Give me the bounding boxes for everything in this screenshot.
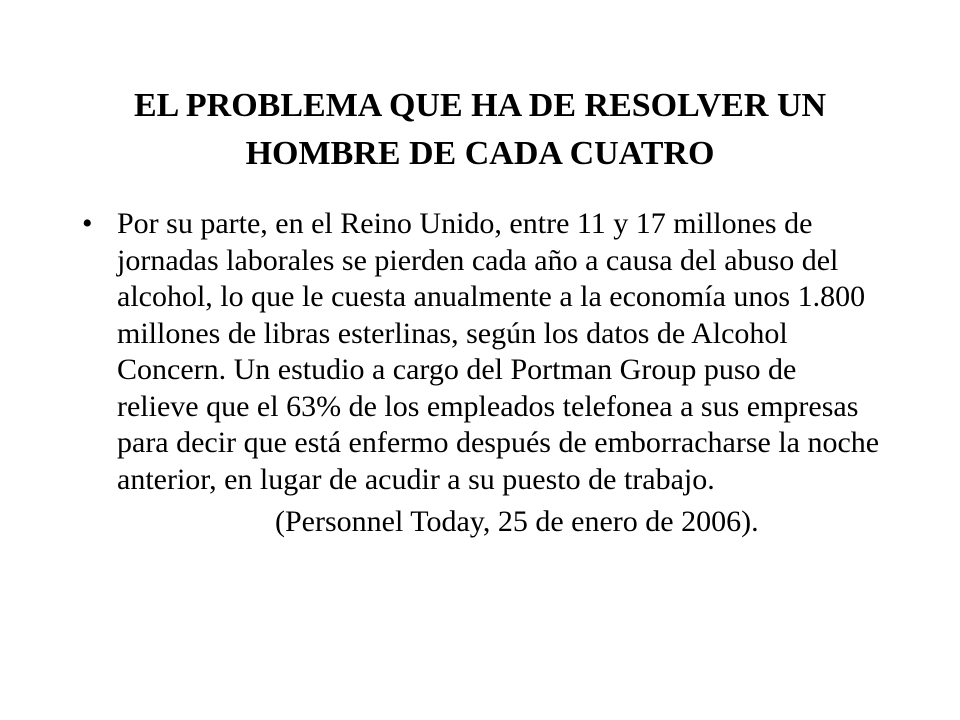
slide-title bbox=[60, 82, 900, 178]
bullet-item bbox=[82, 206, 882, 541]
slide-title-line-2: HOMBRE DE CADA CUATRO bbox=[245, 135, 715, 172]
bullet-list bbox=[82, 206, 882, 541]
citation: (Personnel Today, 25 de enero de 2006). bbox=[275, 505, 759, 538]
slide-title-line-1: EL PROBLEMA QUE HA DE RESOLVER UN bbox=[133, 87, 827, 124]
bullet-icon: • bbox=[82, 207, 93, 240]
bullet-paragraph: Por su parte, en el Reino Unido, entre 11 y 17 millones de jornadas laborales se pierden cada año a causa del abuso del alcohol, lo que le cuesta anualmente a la economía unos 1.800 millones de libras esterlinas, según los datos de Alcohol Concern. Un estudio a cargo del Portman Group puso de relieve que el 63% de los empleados telefonea a sus empresas para decir que está enfermo después de emborracharse la noche anterior, en lugar de acudir a su puesto de trabajo. bbox=[117, 207, 880, 496]
